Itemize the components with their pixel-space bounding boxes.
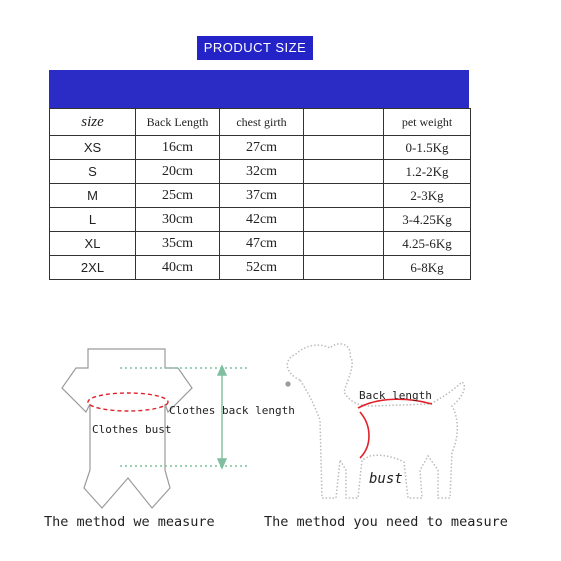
size-cell: XL — [50, 232, 136, 256]
pet-weight-cell: 4.25-6Kg — [384, 232, 471, 256]
bust-label: bust — [369, 471, 403, 487]
back-length-cell: 40cm — [136, 256, 220, 280]
back-length-cell: 20cm — [136, 160, 220, 184]
header-back-length: Back Length — [136, 109, 220, 136]
product-size-title: PRODUCT SIZE — [197, 36, 313, 60]
pet-weight-cell: 6-8Kg — [384, 256, 471, 280]
chest-girth-cell: 42cm — [220, 208, 304, 232]
size-cell: M — [50, 184, 136, 208]
back-length-label: Back length — [359, 389, 432, 402]
pet-weight-cell: 0-1.5Kg — [384, 136, 471, 160]
back-length-cell: 16cm — [136, 136, 220, 160]
back-length-cell: 25cm — [136, 184, 220, 208]
clothes-bust-label: Clothes bust — [92, 423, 172, 436]
header-chest-girth: chest girth — [220, 109, 304, 136]
size-cell: L — [50, 208, 136, 232]
chest-girth-cell: 52cm — [220, 256, 304, 280]
guide-lines — [120, 368, 250, 466]
size-cell: XS — [50, 136, 136, 160]
pet-weight-cell: 3-4.25Kg — [384, 208, 471, 232]
back-length-arrow — [218, 366, 226, 468]
left-caption: The method we measure — [44, 514, 215, 530]
header-pet-weight: pet weight — [384, 109, 471, 136]
chest-girth-cell: 47cm — [220, 232, 304, 256]
pet-weight-cell: 2-3Kg — [384, 184, 471, 208]
clothes-back-length-label: Clothes back length — [169, 404, 295, 417]
chest-girth-cell: 27cm — [220, 136, 304, 160]
bust-line — [360, 412, 369, 458]
chest-girth-cell: 37cm — [220, 184, 304, 208]
right-caption: The method you need to measure — [264, 514, 508, 530]
chest-girth-cell: 32cm — [220, 160, 304, 184]
pet-weight-cell: 1.2-2Kg — [384, 160, 471, 184]
size-cell: 2XL — [50, 256, 136, 280]
back-length-cell: 30cm — [136, 208, 220, 232]
header-size: size — [50, 109, 136, 136]
dog-eye-icon — [285, 381, 290, 386]
size-cell: S — [50, 160, 136, 184]
back-length-cell: 35cm — [136, 232, 220, 256]
clothes-bust-line — [88, 393, 168, 411]
